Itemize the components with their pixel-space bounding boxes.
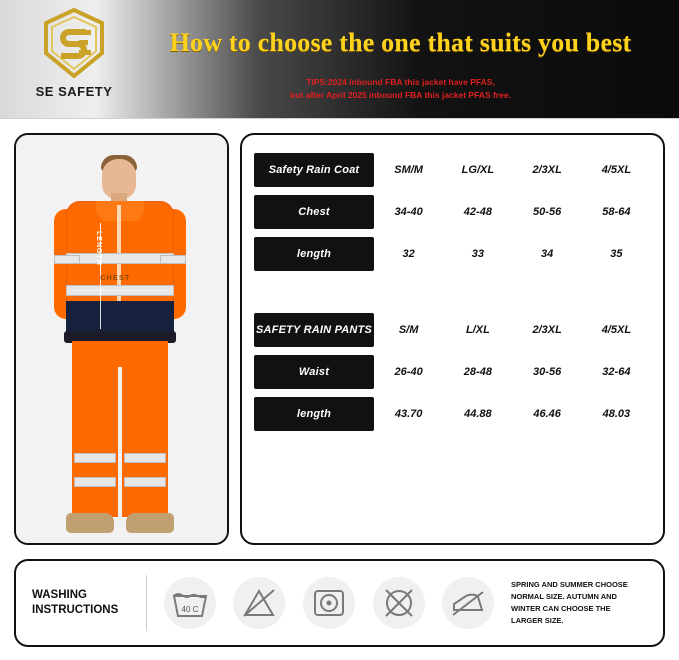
row-label: Chest	[254, 195, 374, 229]
row-label: length	[254, 237, 374, 271]
column-header: SM/M	[394, 164, 423, 176]
cell-value: 50-56	[533, 206, 562, 218]
model-left-boot	[66, 513, 114, 533]
table-row	[254, 195, 651, 229]
column-header: 4/5XL	[601, 324, 632, 336]
washing-title-line-1: WASHING	[32, 589, 87, 601]
chest-measure-line	[72, 290, 168, 291]
rain-pants-size-table	[254, 305, 651, 439]
cell-value: 34-40	[394, 206, 423, 218]
cell-value: 35	[610, 248, 623, 260]
column-header: 4/5XL	[601, 164, 632, 176]
cell-value: 46.46	[533, 408, 561, 420]
washing-icon-row	[147, 577, 511, 629]
se-shield-icon	[43, 8, 105, 78]
tips-note	[128, 76, 673, 102]
cell-value: 33	[471, 248, 484, 260]
product-photo-panel	[14, 133, 229, 545]
do-not-dry-clean-icon	[373, 577, 425, 629]
column-header: LG/XL	[461, 164, 495, 176]
cell-value: 48.03	[602, 408, 631, 420]
cell-value: 26-40	[394, 366, 423, 378]
length-measure-label: LENGTH	[95, 231, 102, 266]
row-label: Waist	[254, 355, 374, 389]
table-row	[254, 355, 651, 389]
do-not-iron-icon	[442, 577, 494, 629]
note-line-3: WINTER CAN CHOOSE THE	[511, 604, 611, 613]
column-header: L/XL	[465, 324, 490, 336]
tips-line-1: TIPS:2024 inbound FBA this jacket have PFAS,	[306, 77, 495, 87]
column-header: S/M	[398, 324, 419, 336]
washing-title	[16, 588, 146, 618]
tumble-dry-icon	[303, 577, 355, 629]
cell-value: 58-64	[602, 206, 631, 218]
table-separator	[254, 279, 651, 305]
page-body	[0, 118, 679, 660]
washing-instructions-panel	[14, 559, 665, 647]
machine-wash-40c-icon	[164, 577, 216, 629]
table-header-row	[254, 153, 651, 187]
note-line-1: SPRING AND SUMMER CHOOSE	[511, 580, 628, 589]
page-header	[0, 0, 679, 118]
svg-text:40 C: 40 C	[181, 605, 199, 614]
row-label: length	[254, 397, 374, 431]
table-title-cell: Safety Rain Coat	[254, 153, 374, 187]
pants-reflective-stripe	[124, 477, 166, 487]
cell-value: 42-48	[463, 206, 492, 218]
pants-reflective-stripe	[74, 453, 116, 463]
cell-value: 32-64	[602, 366, 631, 378]
note-line-4: LARGER SIZE.	[511, 616, 564, 625]
cell-value: 34	[541, 248, 554, 260]
size-tables-panel	[240, 133, 665, 545]
brand-name: SE SAFETY	[35, 84, 113, 99]
rain-coat-size-table	[254, 145, 651, 279]
pants-leg-gap	[118, 367, 122, 517]
do-not-bleach-icon	[233, 577, 285, 629]
table-row	[254, 237, 651, 271]
brand-logo	[14, 8, 134, 110]
cell-value: 30-56	[533, 366, 562, 378]
cell-value: 43.70	[394, 408, 423, 420]
model-right-boot	[126, 513, 174, 533]
jacket-reflective-stripe	[66, 253, 174, 264]
cell-value: 28-48	[463, 366, 492, 378]
tips-line-2: but after April 2025 inbound FBA this jacket PFAS free.	[290, 90, 511, 100]
table-row	[254, 397, 651, 431]
column-header: 2/3XL	[532, 164, 562, 176]
pants-reflective-stripe	[74, 477, 116, 487]
sleeve-reflective-stripe	[160, 255, 186, 264]
note-line-2: NORMAL SIZE. AUTUMN AND	[511, 592, 617, 601]
pants-reflective-stripe	[124, 453, 166, 463]
table-title-cell: SAFETY RAIN PANTS	[254, 313, 374, 347]
sleeve-reflective-stripe	[54, 255, 80, 264]
page-title: How to choose the one that suits you best	[169, 28, 632, 57]
chest-measure-label: CHEST	[100, 273, 131, 282]
washing-title-line-2: INSTRUCTIONS	[32, 604, 119, 616]
model-illustration	[16, 135, 227, 543]
table-header-row	[254, 313, 651, 347]
cell-value: 32	[402, 248, 415, 260]
column-header: 2/3XL	[532, 324, 562, 336]
sizing-advice-note	[511, 579, 663, 627]
cell-value: 44.88	[464, 408, 492, 420]
